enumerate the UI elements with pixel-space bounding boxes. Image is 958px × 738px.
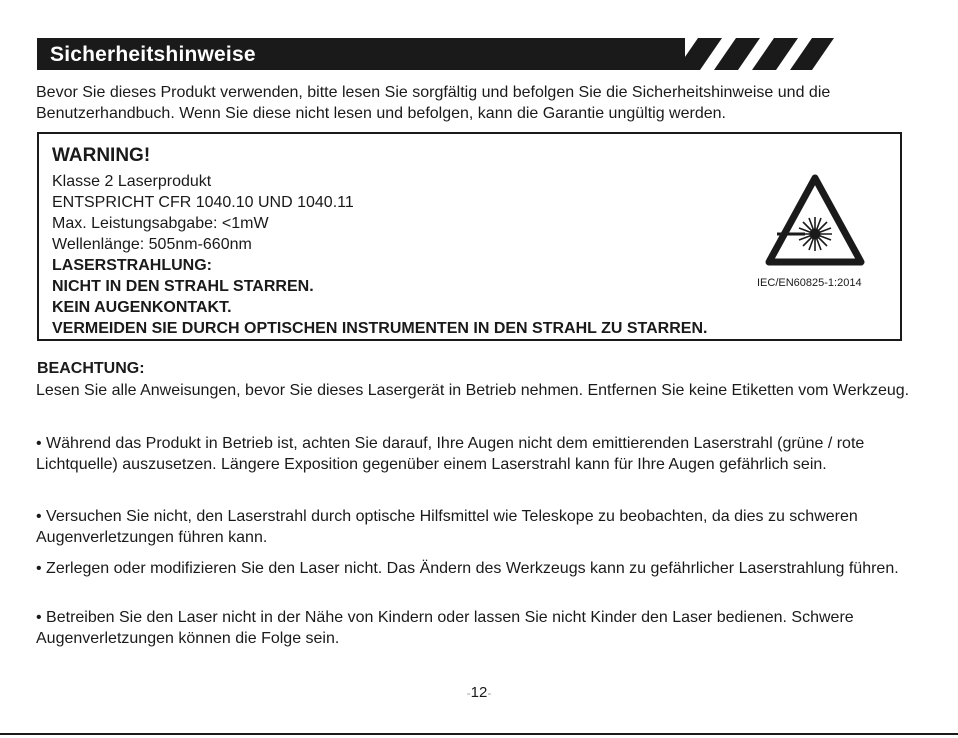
warning-box — [37, 132, 902, 341]
bottom-rule — [0, 733, 958, 735]
page-number-value: 12 — [470, 684, 488, 701]
page-number — [0, 684, 958, 701]
warning-bold-line: LASERSTRAHLUNG: — [52, 257, 212, 274]
bullet-item: • Betreiben Sie den Laser nicht in der Nähe von Kindern oder lassen Sie nicht Kinder den Laser bedienen. Schwere Augenverletzungen können die Folge sein. — [36, 609, 854, 647]
warning-line: ENTSPRICHT CFR 1040.10 UND 1040.11 — [52, 194, 354, 211]
bullet-item: • Zerlegen oder modifizieren Sie den Laser nicht. Das Ändern des Werkzeugs kann zu gefährlicher Laserstrahlung führen. — [36, 560, 899, 577]
warning-bold-line: VERMEIDEN SIE DURCH OPTISCHEN INSTRUMENTEN IN DEN STRAHL ZU STARREN. — [52, 320, 708, 337]
warning-line: Max. Leistungsabgabe: <1mW — [52, 215, 269, 232]
bullet-item: • Versuchen Sie nicht, den Laserstrahl durch optische Hilfsmittel wie Teleskope zu beobachten, da dies zu schweren Augenverletzungen führen kann. — [36, 508, 858, 546]
standard-label: IEC/EN60825-1:2014 — [757, 277, 862, 289]
page-title: Sicherheitshinweise — [50, 43, 256, 66]
warning-line: Klasse 2 Laserprodukt — [52, 173, 212, 190]
warning-title: WARNING! — [52, 145, 151, 166]
page-dash: - — [466, 686, 471, 700]
bullet-item: • Während das Produkt in Betrieb ist, achten Sie darauf, Ihre Augen nicht dem emittierenden Laserstrahl (grüne / rote Lichtquelle) auszusetzen. Längere Exposition gegenüber einem Laserstrahl kann für Ihre Augen gefährlich sein. — [36, 435, 865, 473]
warning-bold-line: KEIN AUGENKONTAKT. — [52, 299, 232, 316]
beachtung-text: Lesen Sie alle Anweisungen, bevor Sie dieses Lasergerät in Betrieb nehmen. Entfernen Sie keine Etiketten vom Werkzeug. — [36, 382, 910, 399]
beachtung-title: BEACHTUNG: — [37, 360, 145, 377]
page-dash: - — [487, 686, 492, 700]
intro-text: Bevor Sie dieses Produkt verwenden, bitte lesen Sie sorgfältig und befolgen Sie die Sicherheitshinweise und die Benutzerhandbuch. Wenn Sie diese nicht lesen und befolgen, kann die Garantie ungültig werden. — [36, 84, 831, 122]
header-stripes-decoration — [670, 38, 840, 72]
warning-bold-line: NICHT IN DEN STRAHL STARREN. — [52, 278, 314, 295]
warning-lines — [52, 171, 707, 339]
warning-line: Wellenlänge: 505nm-660nm — [52, 236, 252, 253]
laser-warning-icon — [765, 174, 865, 268]
